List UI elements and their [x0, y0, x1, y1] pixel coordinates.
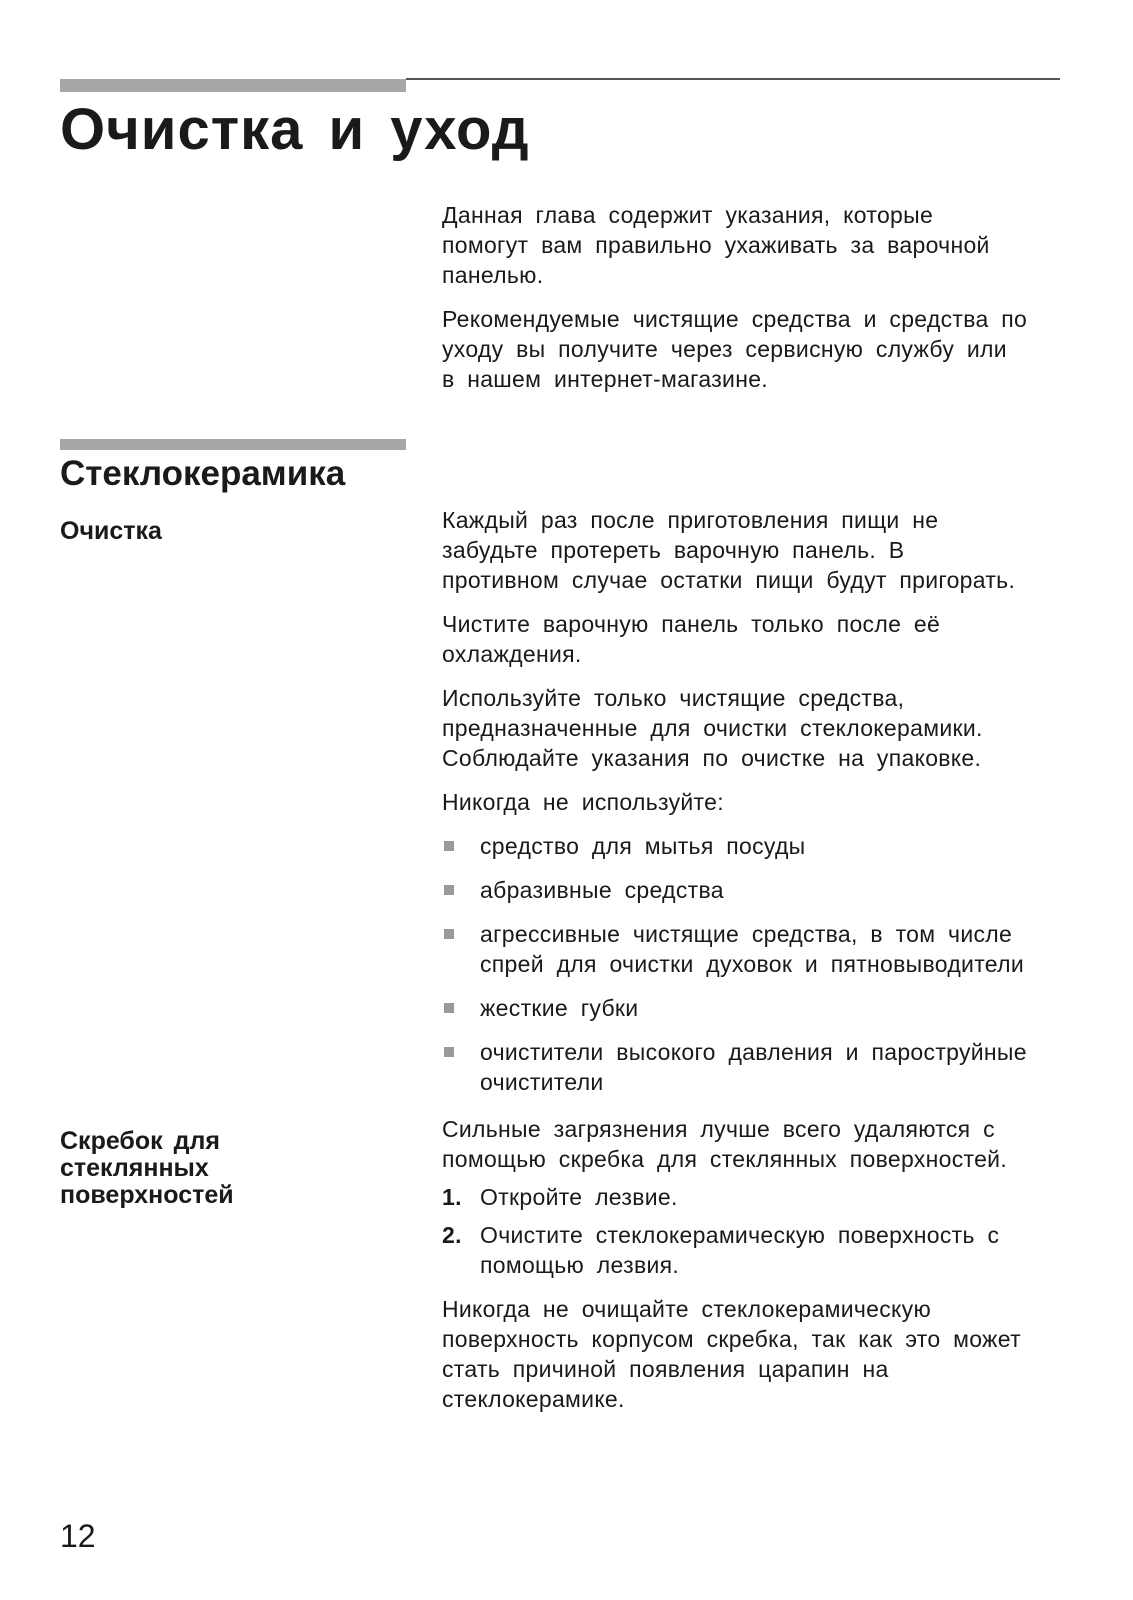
bullet-square-icon: [444, 1003, 454, 1013]
cleaning-label: Очистка: [60, 517, 162, 545]
title-rule-thick: [60, 79, 406, 92]
scraper-intro: Сильные загрязнения лучше всего удаляются с помощью скребка для стеклянных поверхностей.: [442, 1116, 1008, 1172]
bullet-square-icon: [444, 885, 454, 895]
cleaning-paragraph: Каждый раз после приготовления пищи не забудьте протереть варочную панель. В противном случае остатки пищи будут пригорать.: [442, 507, 1016, 593]
intro-paragraph: Данная глава содержит указания, которые помогут вам правильно ухаживать за варочной панелью.: [442, 202, 990, 288]
scraper-warning: Никогда не очищайте стеклокерамическую поверхность корпусом скребка, так как это может стать причиной появления царапин на стеклокерамике.: [442, 1296, 1021, 1412]
cleaning-paragraph: Никогда не используйте:: [442, 789, 724, 815]
page-number: 12: [60, 1518, 96, 1554]
list-item: абразивные средства: [442, 875, 1082, 905]
scraper-label: Скребок для стеклянных поверхностей: [60, 1127, 234, 1209]
cleaning-paragraph: Чистите варочную панель только после её охлаждения.: [442, 611, 941, 667]
intro-block: [442, 200, 1082, 394]
scraper-steps: [442, 1182, 1082, 1280]
step-number: 2.: [442, 1222, 462, 1248]
bullet-square-icon: [444, 1047, 454, 1057]
scraper-block: [442, 1114, 1082, 1414]
intro-paragraph: Рекомендуемые чистящие средства и средства по уходу вы получите через сервисную службу или в нашем интернет-магазине.: [442, 306, 1028, 392]
section-rule: [60, 439, 406, 450]
bullet-square-icon: [444, 841, 454, 851]
list-item: очистители высокого давления и пароструйные очистители: [442, 1037, 1082, 1097]
section-heading: Стеклокерамика: [60, 454, 346, 493]
cleaning-paragraph: Используйте только чистящие средства, предназначенные для очистки стеклокерамики. Соблюдайте указания по очистке на упаковке.: [442, 685, 983, 771]
list-item: агрессивные чистящие средства, в том числе спрей для очистки духовок и пятновыводители: [442, 919, 1082, 979]
list-item: 2. Очистите стеклокерамическую поверхность с помощью лезвия.: [442, 1222, 1000, 1278]
bullet-square-icon: [444, 929, 454, 939]
list-item: средство для мытья посуды: [442, 831, 1082, 861]
title-rule-thin: [406, 78, 1060, 80]
list-item: жесткие губки: [442, 993, 1082, 1023]
cleaning-block: [442, 505, 1082, 1097]
step-number: 1.: [442, 1184, 462, 1210]
list-item: 1. Откройте лезвие.: [442, 1184, 678, 1210]
never-use-list: [442, 831, 1082, 1097]
page-title: Очистка и уход: [60, 97, 530, 162]
